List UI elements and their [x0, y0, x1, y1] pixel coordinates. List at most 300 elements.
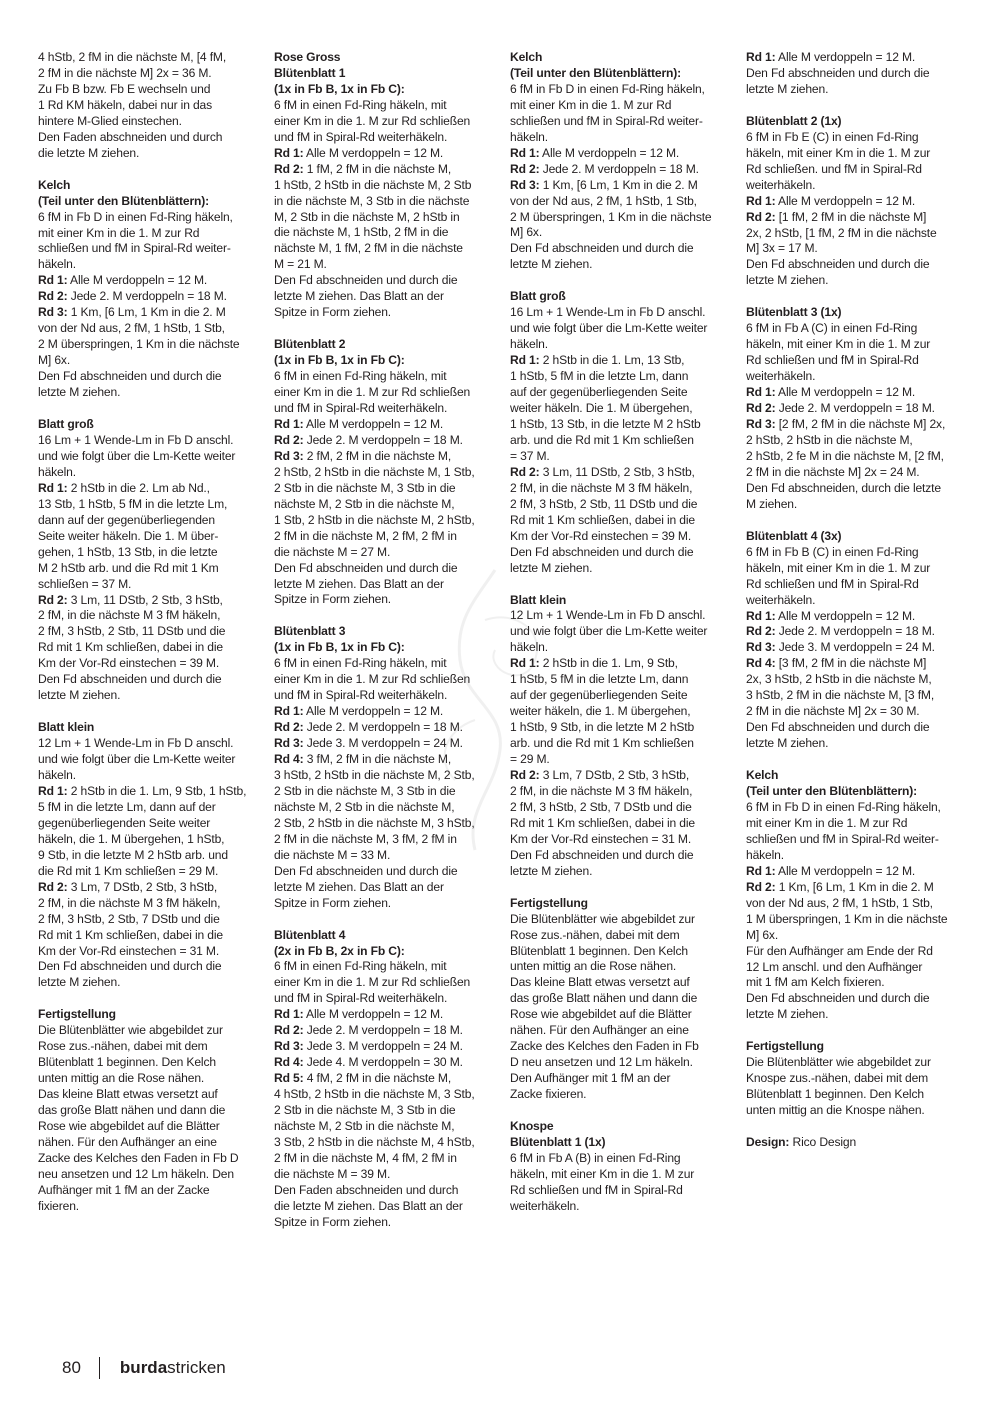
instruction-line: 2 hStb, 2 hStb in die nächste M, — [746, 432, 913, 447]
instruction-line: letzte M ziehen. — [746, 81, 829, 96]
instruction-line: Rd 4: 3 fM, 2 fM in die nächste M, — [274, 752, 452, 767]
instruction-line: letzte M ziehen. — [38, 688, 121, 703]
round-label: Rd 1: — [746, 385, 776, 400]
instruction-line: auf der gegenüberliegenden Seite — [510, 385, 688, 400]
instruction-line: letzte M ziehen. Das Blatt an der — [274, 879, 444, 894]
section-heading: Fertigstellung — [746, 1039, 824, 1054]
instruction-section — [746, 529, 968, 752]
instruction-line: 2 hStb, 2 hStb in die nächste M, 1 Stb, — [274, 464, 475, 479]
instruction-line: Rd 1: Alle M verdoppeln = 12 M. — [746, 50, 916, 64]
instruction-line: 6 fM in Fb D in einen Fd-Ring häkeln, — [746, 799, 941, 814]
instruction-line: 2 M überspringen, 1 Km in die nächste — [510, 209, 712, 224]
instruction-section — [746, 1039, 968, 1119]
section-heading: Knospe — [510, 1119, 554, 1134]
round-label: Design: — [746, 1135, 790, 1150]
section-heading: Blatt klein — [510, 592, 567, 607]
instruction-line: und fM in Spiral-Rd weiterhäkeln. — [274, 991, 448, 1006]
instruction-line: Den Faden abschneiden und durch — [274, 1182, 459, 1197]
instruction-line: die nächste M = 27 M. — [274, 544, 391, 559]
instruction-line: Für den Aufhänger am Ende der Rd — [746, 943, 933, 958]
instruction-line: 2 fM, in die nächste M 3 fM häkeln, — [38, 608, 221, 623]
instruction-line: weiter häkeln, die 1. M übergehen, — [510, 704, 691, 719]
instruction-line: Rd 2: Jede 2. M verdoppeln = 18 M. — [274, 432, 463, 447]
round-label: Rd 1: — [510, 145, 540, 160]
instruction-line: die nächste M = 33 M. — [274, 847, 391, 862]
instruction-line: häkeln, mit einer Km in die 1. M zur — [746, 560, 931, 575]
instruction-line: Rd schließen und fM in Spiral-Rd — [746, 576, 919, 591]
instruction-line: Rd 5: 4 fM, 2 fM in die nächste M, — [274, 1071, 452, 1086]
instruction-line: Km der Vor-Rd einstechen = 31 M. — [510, 831, 692, 846]
instruction-line: Zacke des Kelches den Faden in Fb — [510, 1039, 699, 1054]
instruction-line: schließen = 37 M. — [38, 576, 132, 591]
instruction-line: Blütenblatt 1 beginnen. Den Kelch — [746, 1087, 924, 1102]
round-label: Rd 2: — [746, 879, 776, 894]
instruction-line: Zacke fixieren. — [510, 1087, 587, 1102]
instruction-line: 12 Lm anschl. und den Aufhänger — [746, 959, 923, 974]
instruction-line: weiterhäkeln. — [746, 369, 816, 384]
instruction-line: Blütenblatt 1 beginnen. Den Kelch — [510, 943, 688, 958]
instruction-section — [510, 896, 732, 1103]
instruction-line: Rd 2: 1 Km, [6 Lm, 1 Km in die 2. M — [746, 879, 934, 894]
instruction-line: 1 Rd KM häkeln, dabei nur in das — [38, 97, 213, 112]
section-heading: Kelch — [746, 768, 779, 783]
instruction-section — [746, 1135, 968, 1151]
instruction-line: weiter häkeln. Die 1. M übergehen, — [510, 401, 693, 416]
instruction-line: Rd 2: 3 Lm, 11 DStb, 2 Stb, 3 hStb, — [510, 464, 695, 479]
instruction-line: mit einer Km in die 1. M zur Rd — [38, 225, 200, 240]
round-label: Rd 1: — [38, 273, 68, 288]
section-heading: (1x in Fb B, 1x in Fb C): — [274, 81, 405, 96]
instruction-line: neu ansetzen und 12 Lm häkeln. Den — [38, 1166, 234, 1181]
instruction-line: 16 Lm + 1 Wende-Lm in Fb D anschl. — [38, 432, 234, 447]
instruction-line: häkeln. — [510, 129, 548, 144]
instruction-line: auf der gegenüberliegenden Seite — [510, 688, 688, 703]
instruction-line: Rd 1: Alle M verdoppeln = 12 M. — [274, 1007, 444, 1022]
instruction-line: fixieren. — [38, 1198, 79, 1213]
instruction-line: 2 fM, in die nächste M 3 fM häkeln, — [510, 783, 693, 798]
instruction-line: Rd 3: Jede 3. M verdoppeln = 24 M. — [274, 1039, 463, 1054]
round-label: Rd 1: — [746, 50, 776, 64]
section-heading: Blatt groß — [38, 417, 94, 432]
instruction-line: mit 1 fM am Kelch fixieren. — [746, 975, 885, 990]
instruction-line: 2 fM, 3 hStb, 2 Stb, 7 DStb und die — [38, 911, 220, 926]
section-heading: Blütenblatt 1 — [274, 65, 346, 80]
instruction-line: letzte M ziehen. — [38, 975, 121, 990]
instruction-line: Rd 1: 2 hStb in die 2. Lm ab Nd., — [38, 480, 210, 495]
instruction-line: 3 hStb, 2 fM in die nächste M, [3 fM, — [746, 688, 935, 703]
instruction-line: letzte M ziehen. Das Blatt an der — [274, 576, 444, 591]
instruction-line: weiterhäkeln. — [746, 592, 816, 607]
instruction-line: 6 fM in Fb B (C) in einen Fd-Ring — [746, 544, 919, 559]
instruction-line: 2 fM in die nächste M] 2x = 24 M. — [746, 464, 920, 479]
round-label: Rd 3: — [746, 417, 776, 432]
instruction-line: und wie folgt über die Lm-Kette weiter — [38, 448, 236, 463]
instruction-line: einer Km in die 1. M zur Rd schließen — [274, 113, 471, 128]
section-heading: (Teil unter den Blütenblättern): — [746, 784, 918, 799]
instruction-line: häkeln, mit einer Km in die 1. M zur — [746, 337, 931, 352]
instruction-line: mit einer Km in die 1. M zur Rd — [510, 97, 672, 112]
instruction-line: die nächste M = 39 M. — [274, 1166, 391, 1181]
instruction-line: Die Blütenblätter wie abgebildet zur — [38, 1023, 223, 1038]
instruction-line: 2 hStb, 2 fe M in die nächste M, [2 fM, — [746, 448, 944, 463]
instruction-line: Spitze in Form ziehen. — [274, 592, 392, 607]
instruction-line: 2 fM in die nächste M, 2 fM, 2 fM in — [274, 528, 457, 543]
round-label: Rd 2: — [746, 209, 776, 224]
instruction-line: häkeln. — [38, 768, 76, 783]
instruction-line: letzte M ziehen. Das Blatt an der — [274, 289, 444, 304]
instruction-section — [510, 1119, 732, 1215]
instruction-line: 2 fM, 3 hStb, 2 Stb, 11 DStb und die — [510, 496, 698, 511]
instruction-line: 1 M überspringen, 1 Km in die nächste — [746, 911, 948, 926]
instruction-line: Rd 1: 2 hStb in die 1. Lm, 9 Stb, — [510, 656, 678, 671]
instruction-line: Die Blütenblätter wie abgebildet zur — [510, 911, 695, 926]
instruction-line: 6 fM in einen Fd-Ring häkeln, mit — [274, 656, 447, 671]
round-label: Rd 2: — [38, 289, 68, 304]
instruction-line: Rd 1: 2 hStb in die 1. Lm, 9 Stb, 1 hStb, — [38, 783, 247, 798]
instruction-line: Rd 2: Jede 2. M verdoppeln = 18 M. — [38, 289, 227, 304]
instruction-line: M] 6x. — [746, 927, 779, 942]
instruction-line: Rd 1: 2 hStb in die 1. Lm, 13 Stb, — [510, 353, 685, 368]
instruction-line: letzte M ziehen. — [510, 560, 593, 575]
instruction-line: Den Fd abschneiden und durch die — [746, 991, 930, 1006]
instruction-line: letzte M ziehen. — [510, 257, 593, 272]
column-4 — [746, 50, 968, 1167]
section-heading: Blütenblatt 1 (1x) — [510, 1135, 606, 1149]
round-label: Rd 3: — [274, 1039, 304, 1054]
instruction-line: 2 fM in die nächste M, 4 fM, 2 fM in — [274, 1150, 457, 1165]
instruction-line: Rd 2: 3 Lm, 11 DStb, 2 Stb, 3 hStb, — [38, 592, 223, 607]
instruction-line: Rd 1: Alle M verdoppeln = 12 M. — [274, 704, 444, 719]
instruction-line: Km der Vor-Rd einstechen = 31 M. — [38, 943, 220, 958]
round-label: Rd 4: — [274, 1055, 304, 1070]
instruction-line: Rose zus.-nähen, dabei mit dem — [38, 1039, 208, 1054]
instruction-section — [274, 928, 496, 1231]
instruction-line: Rd 3: 1 Km, [6 Lm, 1 Km in die 2. M — [510, 177, 698, 192]
instruction-line: Rd 2: Jede 2. M verdoppeln = 18 M. — [274, 1023, 463, 1038]
instruction-line: letzte M ziehen. — [746, 736, 829, 751]
instruction-line: häkeln. — [38, 464, 76, 479]
instruction-line: Spitze in Form ziehen. — [274, 895, 392, 910]
section-heading: Kelch — [510, 50, 543, 64]
instruction-line: 6 fM in Fb A (C) in einen Fd-Ring — [746, 321, 918, 336]
instruction-line: 2 Stb in die nächste M, 3 Stb in die — [274, 1103, 456, 1118]
instruction-line: gehen, 1 hStb, 13 Stb, in die letzte — [38, 544, 218, 559]
instruction-line: Den Fd abschneiden und durch die — [746, 720, 930, 735]
instruction-line: Rd 3: Jede 3. M verdoppeln = 24 M. — [274, 736, 463, 751]
instruction-line: schließen und fM in Spiral-Rd weiter- — [510, 113, 703, 128]
instruction-line: einer Km in die 1. M zur Rd schließen — [274, 672, 471, 687]
section-heading: (Teil unter den Blütenblättern): — [510, 65, 682, 80]
instruction-line: Seite weiter häkeln. Die 1. M über- — [38, 528, 219, 543]
round-label: Rd 1: — [274, 416, 304, 431]
instruction-line: Rd 2: Jede 2. M verdoppeln = 18 M. — [510, 161, 699, 176]
instruction-line: 1 hStb, 9 Stb, in die letzte M 2 hStb — [510, 720, 695, 735]
round-label: Rd 2: — [274, 1023, 304, 1038]
instruction-line: 2 fM, 3 hStb, 2 Stb, 11 DStb und die — [38, 624, 226, 639]
section-heading: Blütenblatt 2 (1x) — [746, 113, 842, 128]
section-heading: Blatt klein — [38, 720, 95, 735]
instruction-line: Rd 1: Alle M verdoppeln = 12 M. — [274, 416, 444, 431]
instruction-section — [746, 50, 968, 98]
instruction-line: Den Fd abschneiden und durch die — [510, 544, 694, 559]
instruction-line: gegenüberliegenden Seite weiter — [38, 815, 211, 830]
instruction-line: unten mittig an die Knospe nähen. — [746, 1103, 925, 1118]
section-heading: Blütenblatt 3 (1x) — [746, 305, 842, 320]
instruction-section — [746, 768, 968, 1023]
instruction-line: 1 Stb, 2 hStb in die nächste M, 2 hStb, — [274, 512, 475, 527]
round-label: Rd 4: — [746, 656, 776, 671]
instruction-line: Den Fd abschneiden, durch die letzte — [746, 480, 941, 495]
instruction-line: 2 fM, in die nächste M 3 fM häkeln, — [510, 480, 693, 495]
instruction-line: = 29 M. — [510, 752, 550, 767]
section-heading: Kelch — [38, 177, 71, 192]
instruction-line: Km der Vor-Rd einstechen = 39 M. — [38, 656, 220, 671]
instruction-line: letzte M ziehen. — [746, 273, 829, 288]
instruction-line: von der Nd aus, 2 fM, 1 hStb, 1 Stb, — [746, 895, 933, 910]
section-heading: Blütenblatt 4 — [274, 927, 346, 942]
instruction-line: Den Fd abschneiden und durch die — [274, 273, 458, 288]
round-label: Rd 1: — [38, 480, 68, 495]
instruction-line: 16 Lm + 1 Wende-Lm in Fb D anschl. — [510, 305, 706, 320]
round-label: Rd 2: — [510, 161, 540, 176]
instruction-line: häkeln. — [38, 257, 76, 272]
instruction-line: nähen. Für den Aufhänger an eine — [510, 1023, 689, 1038]
instruction-line: Rd 2: Jede 2. M verdoppeln = 18 M. — [746, 624, 935, 639]
round-label: Rd 2: — [38, 592, 68, 607]
instruction-line: D neu ansetzen und 12 Lm häkeln. — [510, 1055, 693, 1070]
instruction-line: Den Fd abschneiden und durch die — [510, 847, 694, 862]
instruction-line: Rd 2: Jede 2. M verdoppeln = 18 M. — [274, 720, 463, 735]
instruction-line: von der Nd aus, 2 fM, 1 hStb, 1 Stb, — [510, 193, 697, 208]
instruction-line: arb. und die Rd mit 1 Km schließen — [510, 736, 694, 751]
instruction-line: unten mittig an die Rose nähen. — [38, 1071, 205, 1086]
instruction-line: Design: Rico Design — [746, 1135, 857, 1150]
instruction-line: 2 fM in die nächste M, 3 fM, 2 fM in — [274, 831, 457, 846]
section-heading: Blütenblatt 4 (3x) — [746, 528, 842, 543]
instruction-line: Rd schließen und fM in Spiral-Rd — [510, 1182, 683, 1197]
instruction-line: Rd 2: Jede 2. M verdoppeln = 18 M. — [746, 401, 935, 416]
section-heading: (1x in Fb B, 1x in Fb C): — [274, 640, 405, 655]
instruction-line: Rd 1: Alle M verdoppeln = 12 M. — [746, 385, 916, 400]
instruction-line: Spitze in Form ziehen. — [274, 1214, 392, 1229]
instruction-line: einer Km in die 1. M zur Rd schließen — [274, 975, 471, 990]
instruction-line: das große Blatt nähen und dann die — [38, 1103, 226, 1118]
round-label: Rd 1: — [38, 783, 68, 798]
instruction-line: Rd 2: 1 fM, 2 fM in die nächste M, — [274, 161, 452, 176]
section-heading: (1x in Fb B, 1x in Fb C): — [274, 353, 405, 368]
instruction-line: 13 Stb, 1 hStb, 5 fM in die letzte Lm, — [38, 496, 228, 511]
round-label: Rd 3: — [746, 640, 776, 655]
instruction-line: mit einer Km in die 1. M zur Rd — [746, 815, 908, 830]
round-label: Rd 2: — [746, 401, 776, 416]
instruction-line: 4 hStb, 2 hStb in die nächste M, 3 Stb, — [274, 1087, 475, 1102]
instruction-line: M] 6x. — [510, 225, 543, 240]
instruction-line: Zacke des Kelches den Faden in Fb D — [38, 1150, 239, 1165]
instruction-line: 2 Stb in die nächste M, 3 Stb in die — [274, 783, 456, 798]
instruction-line: häkeln, mit einer Km in die 1. M zur — [510, 1166, 695, 1181]
instruction-line: 6 fM in einen Fd-Ring häkeln, mit — [274, 959, 447, 974]
instruction-line: M] 3x = 17 M. — [746, 241, 818, 256]
round-label: Rd 2: — [274, 161, 304, 176]
instruction-line: Km der Vor-Rd einstechen = 39 M. — [510, 528, 692, 543]
instruction-line: M] 6x. — [38, 353, 71, 368]
instruction-line: Den Fd abschneiden und durch die — [38, 959, 222, 974]
instruction-line: dann auf der gegenüberliegenden — [38, 512, 215, 527]
round-label: Rd 3: — [274, 448, 304, 463]
instruction-line: und wie folgt über die Lm-Kette weiter — [38, 752, 236, 767]
instruction-line: = 37 M. — [510, 448, 550, 463]
instruction-line: Das kleine Blatt etwas versetzt auf — [510, 975, 690, 990]
round-label: Rd 1: — [274, 145, 304, 160]
section-heading: Blatt groß — [510, 289, 566, 304]
instruction-line: Rd 2: 3 Lm, 7 DStb, 2 Stb, 3 hStb, — [38, 879, 218, 894]
instruction-line: Rd mit 1 Km schließen, dabei in die — [38, 640, 223, 655]
instruction-line: Den Fd abschneiden und durch die — [274, 863, 458, 878]
instruction-line: unten mittig an die Rose nähen. — [510, 959, 677, 974]
instruction-line: Rd mit 1 Km schließen, dabei in die — [38, 927, 223, 942]
instruction-line: und fM in Spiral-Rd weiterhäkeln. — [274, 129, 448, 144]
instruction-line: 2 Stb, 2 hStb in die nächste M, 3 hStb, — [274, 815, 475, 830]
instruction-line: häkeln. — [746, 847, 784, 862]
instruction-line: Den Fd abschneiden und durch die — [510, 241, 694, 256]
instruction-line: und wie folgt über die Lm-Kette weiter — [510, 624, 708, 639]
instruction-section — [38, 417, 260, 704]
instruction-section — [38, 1007, 260, 1214]
round-label: Rd 4: — [274, 752, 304, 767]
round-label: Rd 5: — [274, 1071, 304, 1086]
round-label: Rd 1: — [746, 863, 776, 878]
instruction-line: nächste M, 2 Stb in die nächste M, — [274, 799, 455, 814]
brand-name-light: stricken — [167, 1358, 226, 1377]
instruction-line: 2 fM, 3 hStb, 2 Stb, 7 DStb und die — [510, 799, 692, 814]
instruction-line: schließen und fM in Spiral-Rd weiter- — [38, 241, 231, 256]
instruction-line: Rd 1: Alle M verdoppeln = 12 M. — [746, 863, 916, 878]
instruction-line: Rd mit 1 Km schließen, dabei in die — [510, 512, 695, 527]
instruction-line: Den Aufhänger mit 1 fM an der — [510, 1071, 671, 1086]
brand-logo — [120, 1358, 226, 1378]
instruction-line: Rd 4: Jede 4. M verdoppeln = 30 M. — [274, 1055, 463, 1070]
instruction-line: Aufhänger mit 1 fM an der Zacke — [38, 1182, 210, 1197]
round-label: Rd 1: — [510, 656, 540, 671]
round-label: Rd 2: — [510, 464, 540, 479]
instruction-line: Den Fd abschneiden und durch die — [274, 560, 458, 575]
instruction-line: hintere M-Glied einstechen. — [38, 113, 182, 128]
instruction-section — [746, 114, 968, 289]
section-heading: Fertigstellung — [38, 1007, 116, 1022]
instruction-line: M, 2 Stb in die nächste M, 2 hStb in — [274, 209, 460, 224]
instruction-line: Rd 3: [2 fM, 2 fM in die nächste M] 2x, — [746, 417, 946, 432]
instruction-section — [38, 50, 260, 162]
instruction-line: Blütenblatt 1 beginnen. Den Kelch — [38, 1055, 216, 1070]
round-label: Rd 2: — [274, 432, 304, 447]
instruction-line: Rd 3: Jede 3. M verdoppeln = 24 M. — [746, 640, 935, 655]
instruction-line: Rd 1: Alle M verdoppeln = 12 M. — [274, 145, 444, 160]
round-label: Rd 2: — [746, 624, 776, 639]
round-label: Rd 3: — [274, 736, 304, 751]
watermark-figure-icon — [415, 560, 575, 860]
instruction-line: Rd 3: 1 Km, [6 Lm, 1 Km in die 2. M — [38, 305, 226, 320]
instruction-line: weiterhäkeln. — [510, 1198, 580, 1213]
instruction-line: 1 hStb, 13 Stb, in die letzte M 2 hStb — [510, 416, 701, 431]
round-label: Rd 1: — [274, 704, 304, 719]
instruction-line: häkeln. — [510, 640, 548, 655]
instruction-line: häkeln, mit einer Km in die 1. M zur — [746, 145, 931, 160]
instruction-line: 12 Lm + 1 Wende-Lm in Fb D anschl. — [38, 736, 234, 751]
instruction-line: die nächste M, 1 hStb, 2 fM in die — [274, 225, 449, 240]
instruction-line: 4 hStb, 2 fM in die nächste M, [4 fM, — [38, 50, 227, 64]
instruction-line: 2 Stb in die nächste M, 3 Stb in die — [274, 480, 456, 495]
instruction-line: Rose wie abgebildet auf die Blätter — [38, 1119, 220, 1134]
instruction-line: Rd 2: 3 Lm, 7 DStb, 2 Stb, 3 hStb, — [510, 767, 690, 782]
instruction-line: 2x, 3 hStb, 2 hStb in die nächste M, — [746, 672, 932, 687]
instruction-line: 1 hStb, 2 hStb in die nächste M, 2 Stb — [274, 177, 472, 192]
instruction-line: 6 fM in Fb A (B) in einen Fd-Ring — [510, 1150, 681, 1165]
instruction-section — [274, 50, 496, 321]
instruction-line: 6 fM in Fb E (C) in einen Fd-Ring — [746, 129, 919, 144]
instruction-line: nächste M, 1 fM, 2 fM in die nächste — [274, 241, 463, 256]
instruction-line: Spitze in Form ziehen. — [274, 305, 392, 320]
instruction-line: Rose wie abgebildet auf die Blätter — [510, 1007, 692, 1022]
round-label: Rd 1: — [510, 353, 540, 368]
instruction-line: die Rd mit 1 Km schließen = 29 M. — [38, 863, 219, 878]
instruction-line: 2 fM in die nächste M] 2x = 36 M. — [38, 65, 212, 80]
section-heading: (Teil unter den Blütenblättern): — [38, 193, 210, 208]
round-label: Rd 1: — [274, 1007, 304, 1022]
instruction-line: M 2 hStb arb. und die Rd mit 1 Km — [38, 560, 219, 575]
round-label: Rd 2: — [274, 720, 304, 735]
instruction-line: Rd 2: [1 fM, 2 fM in die nächste M] — [746, 209, 927, 224]
instruction-line: 12 Lm + 1 Wende-Lm in Fb D anschl. — [510, 608, 706, 623]
instruction-line: 5 fM in die letzte Lm, dann auf der — [38, 799, 216, 814]
instruction-section — [38, 178, 260, 401]
instruction-line: 6 fM in Fb D in einen Fd-Ring häkeln, — [38, 209, 233, 224]
section-heading: Blütenblatt 3 — [274, 624, 346, 639]
instruction-line: 3 hStb, 2 hStb in die nächste M, 2 Stb, — [274, 767, 475, 782]
instruction-line: 1 hStb, 5 fM in die letzte Lm, dann — [510, 369, 689, 384]
instruction-line: 2x, 2 hStb, [1 fM, 2 fM in die nächste — [746, 225, 937, 240]
section-heading: Fertigstellung — [510, 895, 588, 910]
page-number: 80 — [62, 1358, 81, 1377]
instruction-line: nächste M, 2 Stb in die nächste M, — [274, 496, 455, 511]
instruction-line: häkeln, die 1. M übergehen, 1 hStb, — [38, 831, 225, 846]
instruction-line: Rd 3: 2 fM, 2 fM in die nächste M, — [274, 448, 452, 463]
instruction-line: weiterhäkeln. — [746, 177, 816, 192]
instruction-line: die letzte M ziehen. — [38, 145, 140, 160]
round-label: Rd 3: — [38, 305, 68, 320]
instruction-line: Rd 1: Alle M verdoppeln = 12 M. — [510, 145, 680, 160]
instruction-line: 6 fM in einen Fd-Ring häkeln, mit — [274, 97, 447, 112]
instruction-line: Rd 1: Alle M verdoppeln = 12 M. — [746, 608, 916, 623]
brand-name-bold: burda — [119, 1358, 168, 1377]
instruction-line: M ziehen. — [746, 496, 798, 511]
round-label: Rd 3: — [510, 177, 540, 192]
instruction-line: arb. und die Rd mit 1 Km schließen — [510, 432, 694, 447]
round-label: Rd 2: — [510, 767, 540, 782]
round-label: Rd 2: — [38, 879, 68, 894]
instruction-line: Den Fd abschneiden und durch die — [746, 65, 930, 80]
instruction-line: Rose zus.-nähen, dabei mit dem — [510, 927, 680, 942]
instruction-line: schließen und fM in Spiral-Rd weiter- — [746, 831, 939, 846]
footer-divider — [99, 1357, 100, 1379]
instruction-line: die letzte M ziehen. Das Blatt an der — [274, 1198, 463, 1213]
instruction-line: 2 M überspringen, 1 Km in die nächste — [38, 337, 240, 352]
instruction-line: in die nächste M, 3 Stb in die nächste — [274, 193, 470, 208]
instruction-line: nähen. Für den Aufhänger an eine — [38, 1135, 217, 1149]
round-label: Rd 1: — [746, 193, 776, 208]
column-1 — [38, 50, 260, 1231]
instruction-line: Die Blütenblätter wie abgebildet zur — [746, 1055, 931, 1070]
instruction-line: nächste M, 2 Stb in die nächste M, — [274, 1119, 455, 1133]
